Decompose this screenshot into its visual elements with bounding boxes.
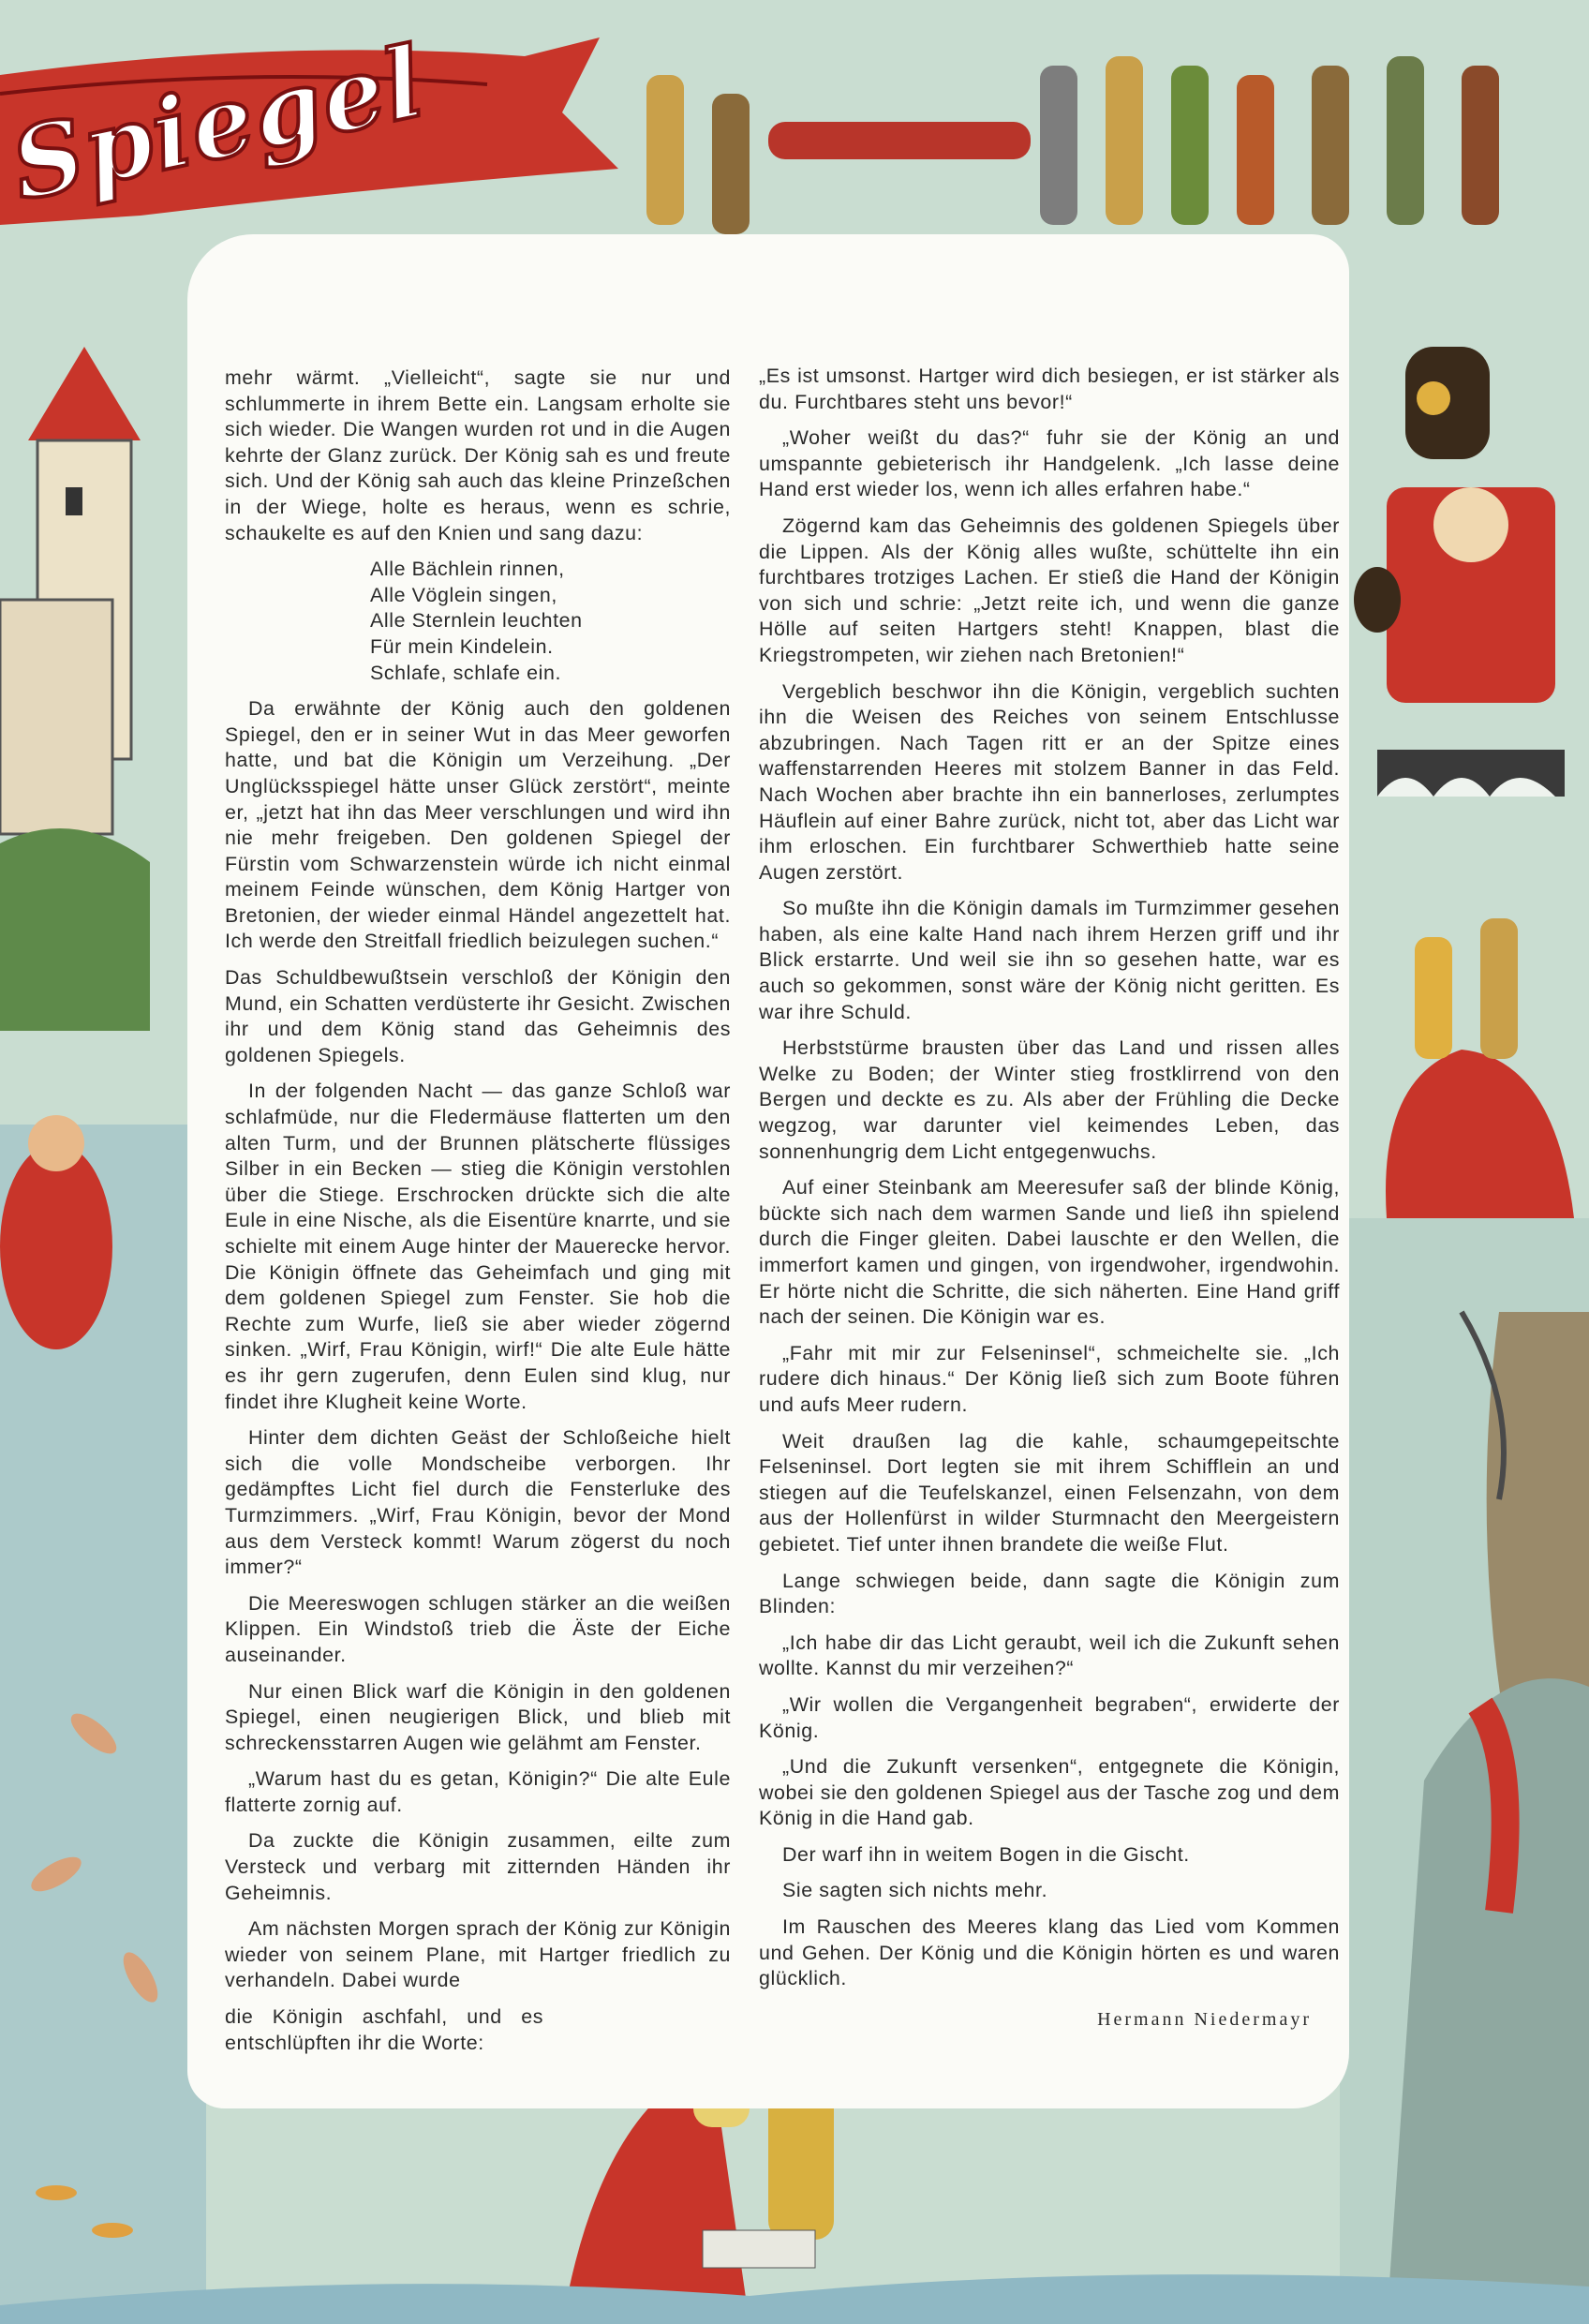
paragraph: „Fahr mit mir zur Felseninsel“, schmeichelte sie. „Ich rudere dich hinaus.“ Der König ließ sich zum Boote führen und aufs Meer rudern.	[759, 1341, 1340, 1416]
paragraph: die Königin aschfahl, und es entschlüpften ihr die Worte:	[225, 2005, 543, 2054]
paragraph: Am nächsten Morgen sprach der König zur Königin wieder von seinem Plane, mit Hartger friedlich zu verhandeln. Dabei wurde	[225, 1917, 731, 1992]
paragraph: „Woher weißt du das?“ fuhr sie der König an und umspannte gebieterisch ihr Handgelenk. „Ich lasse deine Hand erst wieder los, wenn ich alles erfahren habe.“	[759, 426, 1340, 501]
poem-line: Für mein Kindelein.	[370, 634, 554, 658]
paragraph: „Es ist umsonst. Hartger wird dich besiegen, er ist stärker als du. Furchtbares steht uns bevor!“	[759, 365, 1340, 413]
paragraph: Im Rauschen des Meeres klang das Lied vom Kommen und Gehen. Der König und die Königin hörten es und waren glücklich.	[759, 1915, 1340, 1990]
paragraph: „Und die Zukunft versenken“, entgegnete die Königin, wobei sie den goldenen Spiegel aus der Tasche zog und dem König in die Hand gab.	[759, 1755, 1340, 1830]
paragraph: Weit draußen lag die kahle, schaumgepeitschte Felseninsel. Dort legten sie mit ihrem Schifflein an und stiegen auf die Teufelskanzel, einen Felsenzahn, von dem aus der Hollenfürst in wilder Sturmnacht den Meergeistern gebietet. Tief unter ihnen brandete die weiße Flut.	[759, 1429, 1340, 1556]
lullaby-poem	[370, 557, 731, 686]
owl-window-illustration	[1405, 347, 1490, 459]
paragraph: Nur einen Blick warf die Königin in den goldenen Spiegel, einen neugierigen Blick, und blieb mit schreckensstarren Augen wie gelähmt am Fenster.	[225, 1679, 731, 1754]
paragraph: Da erwähnte der König auch den goldenen Spiegel, den er in seiner Wut in das Meer geworfen hatte, und bat die Königin um Verzeihung. „Der Unglücksspiegel hätte unser Glück zerstört“, meinte er, „jetzt hat ihn das Meer verschlungen und wird ihn nie mehr freigeben. Den goldenen Spiegel der Fürstin vom Schwarzenstein würde ich nicht einmal meinem Feinde wünschen, dem König Hartger von Bretonien, der wieder einmal Händel angezettelt hat. Ich werde den Streitfall friedlich beizulegen suchen.“	[225, 697, 731, 953]
paragraph: So mußte ihn die Königin damals im Turmzimmer gesehen haben, als eine kalte Hand nach ihrem Herzen griff und ihr Blick erstarrte. Und weil sie ihn so gesehen hatte, war es auch so gekommen, sonst wäre der König nicht geritten. Es war ihre Schuld.	[759, 897, 1340, 1023]
paragraph: mehr wärmt. „Vielleicht“, sagte sie nur und schlummerte in ihrem Bette ein. Langsam erholte sie sich wieder. Die Wangen wurden rot und in die Augen kehrte der Glanz zurück. Der König sah es und freute sich. Und der König sah auch das kleine Prinzeßchen in der Wiege, holte es heraus, wenn es schrie, schaukelte es auf den Knien und sang dazu:	[225, 366, 731, 544]
paragraph: Die Meereswogen schlugen stärker an die weißen Klippen. Ein Windstoß trieb die Äste der Eiche auseinander.	[225, 1591, 731, 1666]
text-column-left	[225, 365, 731, 2066]
paragraph: In der folgenden Nacht — das ganze Schloß war schlafmüde, nur die Fledermäuse flatterten um den alten Turm, und der Brunnen plätscherte flüssiges Silber in ein Becken — stieg die Königin verstohlen über die Stiege. Erschrocken drückte sich die alte Eule in eine Nische, als die Eisentüre knarrte, und sie schielte mit einem Auge hinter der Mauerecke hervor. Die Königin öffnete das Geheimfach und ging mit dem goldenen Spiegel zum Fenster. Sie hob die Rechte zum Wurfe, ließ sie aber wieder zögernd sinken. „Wirf, Frau Königin, wirf!“ Die alte Eule hätte es ihr gern zugerufen, denn Eulen sind klug, nur findet ihre Klugheit keine Worte.	[225, 1080, 731, 1413]
paragraph: Zögernd kam das Geheimnis des goldenen Spiegels über die Lippen. Als der König alles wußte, schüttelte ihn ein furchtbares trotziges Lachen. Er stieß die Hand der Königin von sich und schrie: „Jetzt reite ich, und wenn die ganze Hölle auf seiten Hartgers steht! Knappen, blast die Kriegstrompeten, wir ziehen nach Bretonien!“	[759, 514, 1340, 666]
bridge-illustration	[1377, 750, 1565, 797]
text-column-right	[759, 364, 1340, 2033]
poem-line: Alle Bächlein rinnen,	[370, 558, 565, 581]
paragraph: Sie sagten sich nichts mehr.	[782, 1879, 1048, 1902]
paragraph: „Warum hast du es getan, Königin?“ Die alte Eule flatterte zornig auf.	[225, 1767, 731, 1816]
paragraph: Lange schwiegen beide, dann sagte die Königin zum Blinden:	[759, 1569, 1340, 1618]
paragraph: Auf einer Steinbank am Meeresufer saß der blinde König, bückte sich nach dem warmen Sande und ließ ihn spielend durch die Finger gleiten. Dabei lauschte er den Wellen, die immerfort kamen und gingen, von irgendwoher, irgendwohin. Er hörte nicht die Schritte, die sich näherten. Eine Hand griff nach der seinen. Die Königin war es.	[759, 1176, 1340, 1329]
paragraph: Der warf ihn in weitem Bogen in die Gischt.	[782, 1842, 1190, 1866]
poem-line: Alle Sternlein leuchten	[370, 609, 583, 633]
paragraph: Hinter dem dichten Geäst der Schloßeiche hielt sich die volle Mondscheibe verborgen. Ihr gedämpftes Licht fiel durch die Fensterluke des Turmzimmers. „Wirf, Frau Königin, bevor der Mond aus dem Versteck kommt! Warum zögerst du noch immer?“	[225, 1426, 731, 1579]
paragraph: Das Schuldbewußtsein verschloß der Königin den Mund, ein Schatten verdüsterte ihr Gesicht. Zwischen ihr und dem König stand das Geheimnis des goldenen Spiegels.	[225, 966, 731, 1066]
poem-line: Alle Vöglein singen,	[370, 583, 557, 606]
paragraph: Da zuckte die Königin zusammen, eilte zum Versteck und verbarg mit zitternden Händen ihr Geheimnis.	[225, 1829, 731, 1904]
paragraph: Vergeblich beschwor ihn die Königin, vergeblich suchten ihn die Weisen des Reiches von seinem Entschlusse abzubringen. Nach Tagen ritt er an der Spitze eines waffenstarrenden Heeres mit stolzem Banner in das Feld. Nach Wochen aber brachte ihn ein bannerloses, zerlumptes Häuflein auf einer Bahre zurück, nicht tot, aber das Licht war ihm erloschen. Ein furchtbarer Schwerthieb hatte seine Augen zerstört.	[759, 679, 1340, 884]
author-signature: Hermann Niedermayr	[1097, 2008, 1312, 2030]
paragraph: Herbststürme brausten über das Land und rissen alles Welke zu Boden; der Winter stieg frostklirrend von den Bergen und deckte es zu. Als aber der Frühling die Decke wegzog, war darunter viel keimendes Leben, das sonnenhungrig dem Licht entgegenwuchs.	[759, 1036, 1340, 1163]
paragraph: „Wir wollen die Vergangenheit begraben“, erwiderte der König.	[759, 1692, 1340, 1742]
poem-line: Schlafe, schlafe ein.	[370, 661, 562, 684]
page-title: Spiegel	[2, 22, 435, 224]
paragraph: „Ich habe dir das Licht geraubt, weil ich die Zukunft sehen wollte. Kannst du mir verzeihen?“	[759, 1631, 1340, 1680]
